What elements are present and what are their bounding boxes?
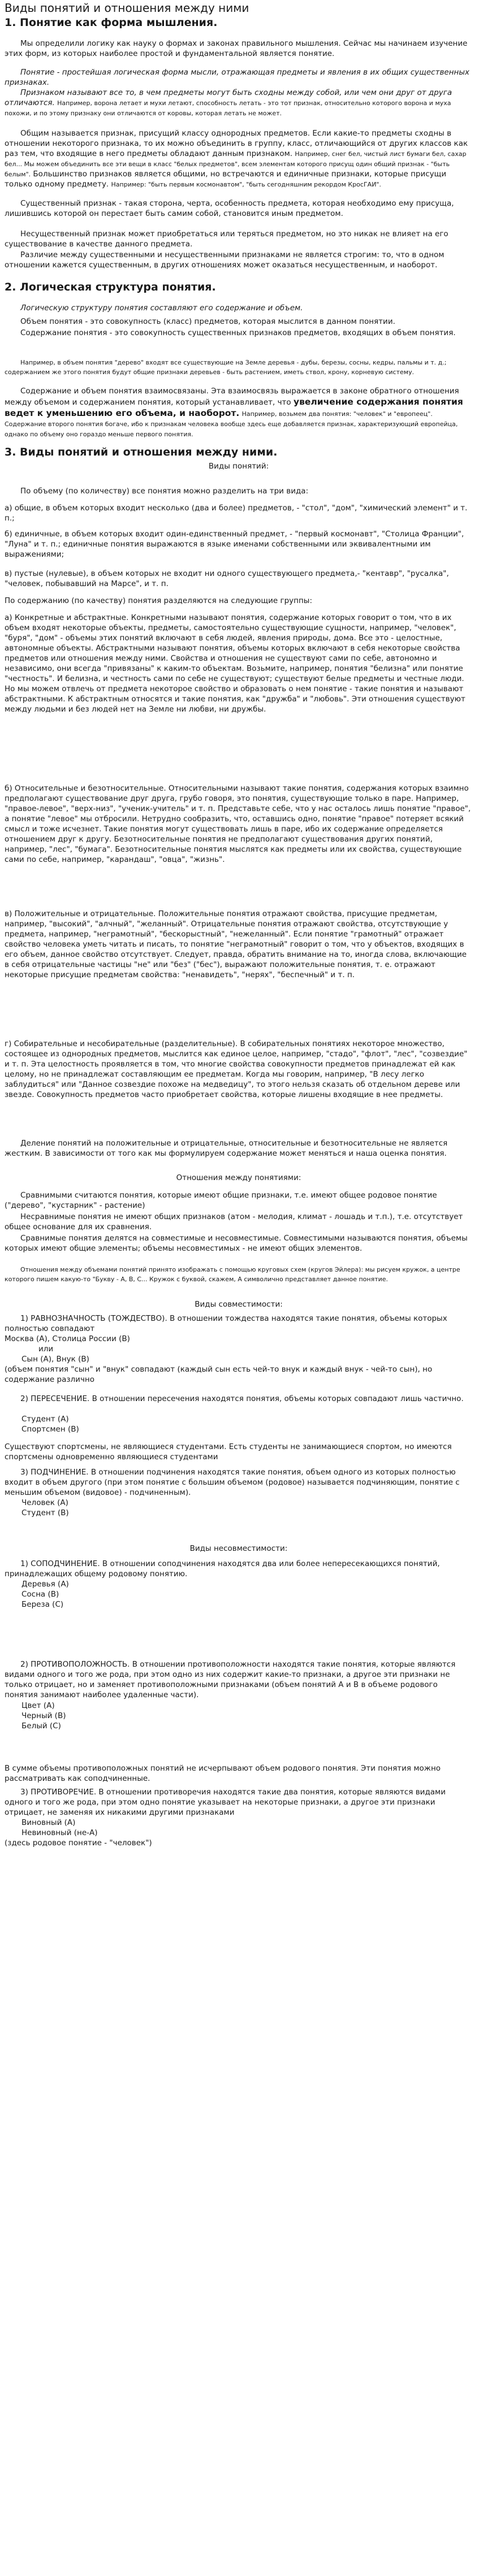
contradiction-b: Невиновный (не-А) bbox=[21, 1828, 98, 1837]
identity-note: (объем понятия "сын" и "внук" совпадают (каждый сын есть чей-то внук и каждый внук - чей-то сын), но содержание различно bbox=[5, 1365, 433, 1384]
opposition-a: Цвет (А) bbox=[21, 1701, 55, 1710]
kind-single: б) единичные, в объем которых входит один-единственный предмет, - "первый космонавт", "Столица Франции", "Луна" и т. п.; единичные понятия выражаются в языке именами собственными или эквивалентными им выражениями; bbox=[5, 530, 464, 559]
paragraph: Деление понятий на положительные и отрицательные, относительные и безотносительные не является жестким. В зависимости от того как мы формулируем содержание может меняться и наша оценка понятия. bbox=[5, 1139, 448, 1158]
incomparable-concepts: Несравнимые понятия не имеют общих признаков (атом - мелодия, климат - лошадь и т.п.), т.е. отсутствует общее основание для их сравнения. bbox=[5, 1212, 463, 1231]
compat-identity: 1) РАВНОЗНАЧНОСТЬ (ТОЖДЕСТВО). В отношении тождества находятся такие понятия, объемы которых полностью совпадают bbox=[5, 1314, 447, 1333]
identity-example-a: Москва (А), Столица России (В) bbox=[5, 1334, 130, 1343]
collective-noncollective: г) Собирательные и несобирательные (разделительные). В собирательных понятиях некоторое множество, состоящее из однородных предметов, мыслится как единое целое, например, "стадо", "флот", "лес", "созвездие" и т. п. Эта целостность проявляется в том, что многие свойства совокупности предметов принадлежат ей как целому, но не принадлежат составляющим ее предметам. Когда мы говорим, например, "В лесу легко заблудиться" или "Данное созвездие похоже на медведицу", то этого нельзя сказать об отдельном дереве или звезде. Совокупность предметов часто приобретает свойства, которые лишены входящие в нее предметы. bbox=[5, 1039, 468, 1099]
inverse-law bbox=[5, 386, 473, 439]
intersection-a: Студент (А) bbox=[21, 1415, 69, 1424]
attribute-example: Например, ворона летает и мухи летают, способность летать - это тот признак, относительно которого ворона и муха похожи, и по этому признаку они отличаются от коровы, которая летать не может. bbox=[5, 99, 451, 117]
opposition-c: Белый (С) bbox=[21, 1721, 61, 1731]
subheading-compatibility: Виды совместимости: bbox=[195, 1300, 283, 1309]
definition-content: Содержание понятия - это совокупность существенных признаков предметов, входящих в объем понятия. bbox=[20, 328, 456, 337]
essential-attribute: Существенный признак - такая сторона, черта, особенность предмета, которая необходимо ему присуща, лишившись которой он перестает быть самим собой, становится иным предметом. bbox=[5, 199, 454, 218]
relative-nonrelative: б) Относительные и безотносительные. Относительными называют такие понятия, содержания которых взаимно предполагают существование друг друга, грубо говоря, это понятия, существующие только в паре. Например, "правое-левое", "верх-низ", "ученик-учитель" и т. п. Представьте себе, что у нас осталось лишь понятие "правое", а понятие "левое" мы отбросили. Нетрудно сообразить, что, оставшись одно, понятие "правое" потеряет всякий смысл и тоже исчезнет. Такие понятия могут существовать лишь в паре, ибо их содержание определяется отношением друг к другу. Безотносительные понятия не предполагают существования других понятий, например, "лес", "бумага". Безотносительные понятия мыслятся как предметы или их свойства, существующие сами по себе, например, "карандаш", "овца", "жизнь". bbox=[5, 784, 471, 864]
identity-or: или bbox=[38, 1345, 54, 1354]
positive-negative: в) Положительные и отрицательные. Положительные понятия отражают свойства, присущие предметам, например, "высокий", "алчный", "желанный". Отрицательные понятия отражают свойства, отсутствующие у предмета, например, "неграмотный", "бескорыстный", "нежеланный". Если понятие "грамотный" отражает свойство человека уметь читать и писать, то понятие "неграмотный" говорит о том, что у объектов, входящих в его объем, данное свойство отсутствует. Следует, правда, обратить внимание на то, иногда слова, включающие в себя отрицательные частицы "не" или "без" ("бес"), выражают положительные понятия, т. е. отражают некоторые присущие предметам свойства: "ненавидеть", "нерях", "беспечный" и т. п. bbox=[5, 909, 467, 979]
subordination-a: Человек (А) bbox=[21, 1498, 68, 1507]
contradiction-a: Виновный (А) bbox=[21, 1818, 76, 1827]
incompat-opposition: 2) ПРОТИВОПОЛОЖНОСТЬ. В отношении противоположности находятся такие понятия, которые являются видами одного и того же рода, при этом одно из них содержит какие-то признаки, а другое эти признаки не только отрицает, но и заменяет противоположными признаками (объем понятий А и В в объеме родового понятия занимают наиболее удаленные части). bbox=[5, 1660, 456, 1699]
section-heading-1: 1. Понятие как форма мышления. bbox=[5, 16, 218, 29]
general-attribute-main: Общим называется признак, присущий классу однородных предметов. Если какие-то предметы сходны в отношении некоторого признака, то их можно объединить в группу, класс, отличающийся от других классов как раз тем, что входящие в него предметы обладают данным признаком. bbox=[5, 129, 468, 158]
attribute-main: Признаком называют все то, в чем предметы могут быть сходны между собой, или чем они друг от друга отличаются. bbox=[5, 88, 452, 107]
section-heading-2: 2. Логическая структура понятия. bbox=[5, 281, 216, 293]
intersection-note: Существуют спортсмены, не являющиеся студентами. Есть студенты не занимающиеся спортом, но имеются спортсмены одновременно являющиеся студентами bbox=[5, 1442, 452, 1462]
kind-empty: в) пустые (нулевые), в объем которых не входит ни одного существующего предмета,- "кентавр", "русалка", "человек, побывавший на Марсе", и т. п. bbox=[5, 569, 449, 588]
comparable-concepts: Сравнимыми считаются понятия, которые имеют общие признаки, т.е. имеют общее родовое понятие ("дерево", "кустарник" - растение) bbox=[5, 1191, 437, 1210]
coordination-c: Береза (С) bbox=[21, 1600, 64, 1609]
definition-volume: Объем понятия - это совокупность (класс) предметов, которая мыслится в данном понятии. bbox=[20, 317, 395, 326]
general-attribute-example: Например, снег бел, чистый лист бумаги бел, сахар бел... Мы можем объединить все эти вещи в класс "белых предметов", всем элементам которого присущ один общий признак - "быть белым". bbox=[5, 150, 467, 178]
general-attribute bbox=[5, 128, 473, 189]
subordination-b: Студент (В) bbox=[21, 1508, 69, 1517]
coordination-a: Деревья (А) bbox=[21, 1580, 69, 1589]
incompat-coordination: 1) СОПОДЧИНЕНИЕ. В отношении соподчинения находятся два или более непересекающихся понятий, принадлежащих общему родовому понятию. bbox=[5, 1559, 440, 1578]
opposition-b: Черный (В) bbox=[21, 1711, 66, 1720]
concrete-abstract: а) Конкретные и абстрактные. Конкретными называют понятия, содержание которых говорит о том, что в их объем входят некоторые объекты, предметы, самостоятельно существующие сущности, например, "человек", "буря", "дом" - объемы этих понятий включают в себя людей, явления природы, дома. Все это - целостные, автономные объекты. Абстрактными называют понятия, объемы которых включают в себя некоторые свойства предметов или отношения между ними. Свойства и отношения не существуют сами по себе, автономно и независимо, они всегда "привязаны" к каким-то объектам. Возьмите, например, понятия "белизна" или понятие "честность". И белизна, и честность сами по себе не существуют; существуют белые предметы и честные люди. Но мы можем отвлечь от предмета некоторое свойство и образовать о нем понятие - такие понятия и называют абстрактными. К абстрактным относятся и такие понятия, как "дружба" и "любовь". Эти отношения существуют между людьми и без людей нет на Земле ни любви, ни дружбы. bbox=[5, 613, 465, 714]
incompat-contradiction: 3) ПРОТИВОРЕЧИЕ. В отношении противоречия находятся такие два понятия, которые являются видами одного и того же рода, при этом одно понятие указывает на некоторые признаки, а другое эти признаки отрицает, не заменяя их никакими другими признаками bbox=[5, 1788, 446, 1817]
definition-concept: Понятие - простейшая логическая форма мысли, отражающая предметы и явления в их общих существенных признаках. bbox=[5, 68, 470, 87]
opposition-note: В сумме объемы противоположных понятий не исчерпывают объем родового понятия. Эти понятия можно рассматривать как соподчиненные. bbox=[5, 1764, 441, 1783]
paragraph: Различие между существенными и несущественными признаками не является строгим: то, что в одном отношении кажется существенным, в других отношениях может оказаться несущественным, и наоборот. bbox=[5, 250, 445, 270]
nonessential-attribute: Несущественный признак может приобретаться или теряться предметом, но это никак не влияет на его существование в качестве данного предмета. bbox=[5, 229, 448, 249]
inverse-law-text: Содержание и объем понятия взаимосвязаны. Эта взаимосвязь выражается в законе обратного отношения между объемом и содержанием понятия, который устанавливает, что bbox=[5, 387, 459, 407]
inverse-law-bold: увеличение содержания понятия ведет к уменьшению его объема, и наоборот. bbox=[5, 397, 463, 418]
inverse-law-example: Например, возьмем два понятия: "человек" и "европеец". Содержание второго понятия богаче, ибо к признакам человека вообще здесь еще добавляется признак, характеризующий европейца, однако по объему оно гораздо меньше первого понятия. bbox=[5, 410, 458, 438]
compat-intersection: 2) ПЕРЕСЕЧЕНИЕ. В отношении пересечения находятся понятия, объемы которых совпадают лишь частично. bbox=[20, 1394, 464, 1403]
subheading-relations: Отношения между понятиями: bbox=[176, 1173, 301, 1182]
contradiction-note: (здесь родовое понятие - "человек") bbox=[5, 1838, 152, 1848]
compat-subordination: 3) ПОДЧИНЕНИЕ. В отношении подчинения находятся такие понятия, объем одного из которых полностью входит в объем другого (при этом понятие с большим объемом (родовое) называется подчиняющим, понятие с меньшим объемом (видовое) - подчиненным). bbox=[5, 1468, 460, 1497]
kind-general: а) общие, в объем которых входит несколько (два и более) предметов, - "стол", "дом", "химический элемент" и т. п.; bbox=[5, 504, 468, 523]
euler-circles-note: Отношения между объемами понятий принято изображать с помощью круговых схем (кругов Эйлера): мы рисуем кружок, а центре которого пишем какую-то "Букву - А, В, С... Кружок с буквой, скажем, А символично представляет данное понятие. bbox=[5, 1266, 460, 1283]
general-attribute-tail: Большинство признаков является общими, но встречаются и единичные признаки, которые присущи только одному предмету. bbox=[5, 170, 447, 189]
paragraph: По содержанию (по качеству) понятия разделяются на следующие группы: bbox=[5, 596, 313, 605]
single-attribute-example: Например: "быть первым космонавтом", "быть сегодняшним рекордом КросГАИ". bbox=[111, 181, 381, 188]
subheading-incompatibility: Виды несовместимости: bbox=[189, 1544, 288, 1553]
definition-attribute bbox=[5, 88, 473, 118]
compatible-incompatible: Сравнимые понятия делятся на совместимые и несовместимые. Совместимыми называются понятия, объемы которых имеют общие элементы; объемы несовместимых - не имеют общих элементов. bbox=[5, 1234, 468, 1253]
document-title: Виды понятий и отношения между ними bbox=[5, 1, 249, 15]
section-heading-3: 3. Виды понятий и отношения между ними. bbox=[5, 446, 278, 458]
coordination-b: Сосна (B) bbox=[21, 1590, 59, 1599]
example-tree: Например, в объем понятия "дерево" входят все существующие на Земле деревья - дубы, березы, сосны, кедры, пальмы и т. д.; содержанием же этого понятия будут общие признаки деревьев - быть растением, иметь ствол, крону, корневую систему. bbox=[5, 359, 447, 376]
intersection-b: Спортсмен (В) bbox=[21, 1425, 79, 1434]
paragraph: Логическую структуру понятия составляют его содержание и объем. bbox=[20, 303, 303, 313]
subheading-kinds: Виды понятий: bbox=[208, 462, 269, 471]
paragraph: По объему (по количеству) все понятия можно разделить на три вида: bbox=[20, 487, 309, 496]
paragraph: Мы определили логику как науку о формах и законах правильного мышления. Сейчас мы начинаем изучение этих форм, из которых наиболее простой и фундаментальной является понятие. bbox=[5, 39, 468, 58]
identity-example-b: Сын (А), Внук (В) bbox=[21, 1355, 89, 1364]
